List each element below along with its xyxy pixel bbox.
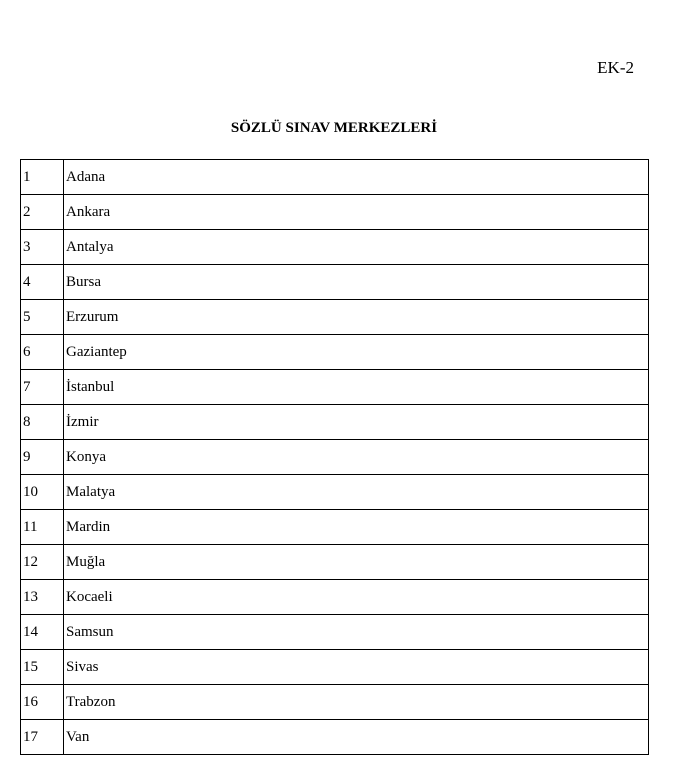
table-row: [21, 720, 649, 755]
row-number: 2: [21, 195, 64, 230]
row-number: 8: [21, 405, 64, 440]
city-name: Trabzon: [64, 685, 649, 720]
row-number: 14: [21, 615, 64, 650]
city-name: Antalya: [64, 230, 649, 265]
city-name: Konya: [64, 440, 649, 475]
annex-label: EK-2: [597, 58, 634, 77]
row-number: 13: [21, 580, 64, 615]
city-name: Muğla: [64, 545, 649, 580]
row-number: 11: [21, 510, 64, 545]
page-title: SÖZLÜ SINAV MERKEZLERİ: [230, 120, 438, 136]
exam-centers-table: [20, 159, 649, 755]
row-number: 17: [21, 720, 64, 755]
table-row: [21, 370, 649, 405]
row-number: 9: [21, 440, 64, 475]
row-number: 3: [21, 230, 64, 265]
table-row: [21, 160, 649, 195]
city-name: Sivas: [64, 650, 649, 685]
city-name: Adana: [64, 160, 649, 195]
table-row: [21, 475, 649, 510]
table-row: [21, 650, 649, 685]
row-number: 7: [21, 370, 64, 405]
table-row: [21, 195, 649, 230]
row-number: 6: [21, 335, 64, 370]
city-name: Mardin: [64, 510, 649, 545]
city-name: Samsun: [64, 615, 649, 650]
table-row: [21, 335, 649, 370]
city-name: Erzurum: [64, 300, 649, 335]
city-name: Van: [64, 720, 649, 755]
table-row: [21, 265, 649, 300]
table-row: [21, 510, 649, 545]
row-number: 15: [21, 650, 64, 685]
table-row: [21, 405, 649, 440]
row-number: 4: [21, 265, 64, 300]
city-name: İstanbul: [64, 370, 649, 405]
row-number: 5: [21, 300, 64, 335]
table-row: [21, 300, 649, 335]
exam-centers-table-body: [21, 160, 649, 755]
city-name: Gaziantep: [64, 335, 649, 370]
table-row: [21, 545, 649, 580]
table-row: [21, 440, 649, 475]
city-name: Malatya: [64, 475, 649, 510]
table-row: [21, 230, 649, 265]
city-name: İzmir: [64, 405, 649, 440]
city-name: Kocaeli: [64, 580, 649, 615]
table-row: [21, 580, 649, 615]
city-name: Ankara: [64, 195, 649, 230]
row-number: 12: [21, 545, 64, 580]
city-name: Bursa: [64, 265, 649, 300]
row-number: 10: [21, 475, 64, 510]
row-number: 1: [21, 160, 64, 195]
row-number: 16: [21, 685, 64, 720]
table-row: [21, 615, 649, 650]
table-row: [21, 685, 649, 720]
